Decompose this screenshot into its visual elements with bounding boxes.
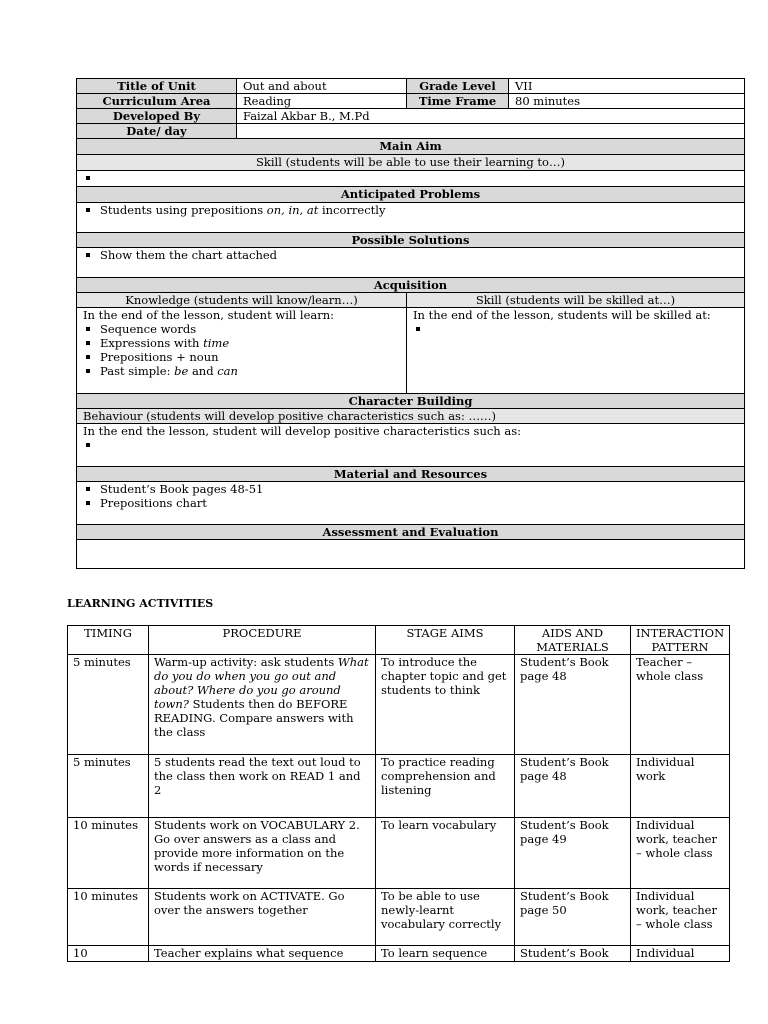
character-subheading: Behaviour (students will develop positive characteristics such as: ……) bbox=[77, 409, 745, 424]
anticipated-problems-content bbox=[77, 203, 745, 233]
learning-activities-table bbox=[67, 625, 730, 962]
procedure-cell: Warm-up activity: ask students What do you do when you go out and about? Where do you go around town? Students then do BEFORE READING. Compare answers with the class bbox=[149, 655, 376, 755]
knowledge-item: Prepositions + noun bbox=[83, 350, 400, 364]
title-of-unit-value: Out and about bbox=[237, 79, 407, 94]
activities-header-row bbox=[68, 626, 730, 655]
character-building-heading: Character Building bbox=[77, 394, 745, 409]
aids-cell: Student’s Book bbox=[515, 946, 631, 962]
timing-cell: 10 bbox=[68, 946, 149, 962]
stage-aims-cell: To learn vocabulary bbox=[376, 818, 515, 889]
anticipated-problems-heading: Anticipated Problems bbox=[77, 187, 745, 203]
timing-cell: 5 minutes bbox=[68, 655, 149, 755]
aids-materials-header: AIDS AND MATERIALS bbox=[515, 626, 631, 655]
grade-level-label: Grade Level bbox=[407, 79, 509, 94]
procedure-cell: 5 students read the text out loud to the class then work on READ 1 and 2 bbox=[149, 755, 376, 818]
interaction-cell: Individual work bbox=[631, 755, 730, 818]
materials-heading: Material and Resources bbox=[77, 467, 745, 482]
material-item: Student’s Book pages 48-51 bbox=[83, 482, 738, 496]
table-row bbox=[68, 889, 730, 946]
curriculum-row bbox=[77, 94, 745, 109]
material-item: Prepositions chart bbox=[83, 496, 738, 510]
stage-aims-header: STAGE AIMS bbox=[376, 626, 515, 655]
solution-item: Show them the chart attached bbox=[83, 248, 738, 262]
date-day-value bbox=[237, 124, 745, 139]
time-frame-value: 80 minutes bbox=[509, 94, 745, 109]
curriculum-area-value: Reading bbox=[237, 94, 407, 109]
main-aim-heading: Main Aim bbox=[77, 139, 745, 155]
table-row bbox=[68, 946, 730, 962]
possible-solutions-heading: Possible Solutions bbox=[77, 233, 745, 248]
aids-cell: Student’s Book page 50 bbox=[515, 889, 631, 946]
procedure-cell: Students work on ACTIVATE. Go over the answers together bbox=[149, 889, 376, 946]
aids-cell: Student’s Book page 49 bbox=[515, 818, 631, 889]
unit-title-row bbox=[77, 79, 745, 94]
developer-row bbox=[77, 109, 745, 124]
grade-level-value: VII bbox=[509, 79, 745, 94]
character-intro: In the end the lesson, student will develop positive characteristics such as: bbox=[83, 424, 522, 438]
timing-cell: 10 minutes bbox=[68, 889, 149, 946]
interaction-pattern-header: INTERACTION PATTERN bbox=[631, 626, 730, 655]
interaction-cell: Teacher – whole class bbox=[631, 655, 730, 755]
knowledge-item: Past simple: be and can bbox=[83, 364, 400, 378]
date-day-label: Date/ day bbox=[77, 124, 237, 139]
character-content bbox=[77, 424, 745, 467]
main-aim-subheading: Skill (students will be able to use their learning to…) bbox=[77, 155, 745, 171]
table-row bbox=[68, 755, 730, 818]
materials-content bbox=[77, 482, 745, 525]
interaction-cell: Individual work, teacher – whole class bbox=[631, 818, 730, 889]
procedure-cell: Teacher explains what sequence bbox=[149, 946, 376, 962]
timing-cell: 5 minutes bbox=[68, 755, 149, 818]
skill-content bbox=[407, 308, 745, 394]
knowledge-heading: Knowledge (students will know/learn…) bbox=[77, 293, 407, 308]
assessment-content bbox=[77, 540, 745, 569]
acquisition-heading: Acquisition bbox=[77, 278, 745, 293]
developed-by-label: Developed By bbox=[77, 109, 237, 124]
lesson-plan-table bbox=[76, 78, 745, 569]
timing-cell: 10 minutes bbox=[68, 818, 149, 889]
stage-aims-cell: To learn sequence bbox=[376, 946, 515, 962]
skill-intro: In the end of the lesson, students will be skilled at: bbox=[413, 308, 711, 322]
interaction-cell: Individual work, teacher – whole class bbox=[631, 889, 730, 946]
developed-by-value: Faizal Akbar B., M.Pd bbox=[237, 109, 745, 124]
date-row bbox=[77, 124, 745, 139]
procedure-header: PROCEDURE bbox=[149, 626, 376, 655]
main-aim-content bbox=[77, 171, 745, 187]
aids-cell: Student’s Book page 48 bbox=[515, 655, 631, 755]
table-row bbox=[68, 655, 730, 755]
knowledge-content bbox=[77, 308, 407, 394]
stage-aims-cell: To introduce the chapter topic and get students to think bbox=[376, 655, 515, 755]
title-of-unit-label: Title of Unit bbox=[77, 79, 237, 94]
possible-solutions-content bbox=[77, 248, 745, 278]
interaction-cell: Individual bbox=[631, 946, 730, 962]
curriculum-area-label: Curriculum Area bbox=[77, 94, 237, 109]
table-row bbox=[68, 818, 730, 889]
stage-aims-cell: To be able to use newly-learnt vocabulary correctly bbox=[376, 889, 515, 946]
knowledge-intro: In the end of the lesson, student will learn: bbox=[83, 308, 335, 322]
timing-header: TIMING bbox=[68, 626, 149, 655]
skill-heading: Skill (students will be skilled at…) bbox=[407, 293, 745, 308]
time-frame-label: Time Frame bbox=[407, 94, 509, 109]
problem-item: Students using prepositions on, in, at incorrectly bbox=[83, 203, 738, 217]
assessment-heading: Assessment and Evaluation bbox=[77, 525, 745, 540]
knowledge-item: Expressions with time bbox=[83, 336, 400, 350]
procedure-cell: Students work on VOCABULARY 2. Go over answers as a class and provide more information on the words if necessary bbox=[149, 818, 376, 889]
stage-aims-cell: To practice reading comprehension and listening bbox=[376, 755, 515, 818]
knowledge-item: Sequence words bbox=[83, 322, 400, 336]
aids-cell: Student’s Book page 48 bbox=[515, 755, 631, 818]
learning-activities-title: LEARNING ACTIVITIES bbox=[67, 597, 214, 610]
